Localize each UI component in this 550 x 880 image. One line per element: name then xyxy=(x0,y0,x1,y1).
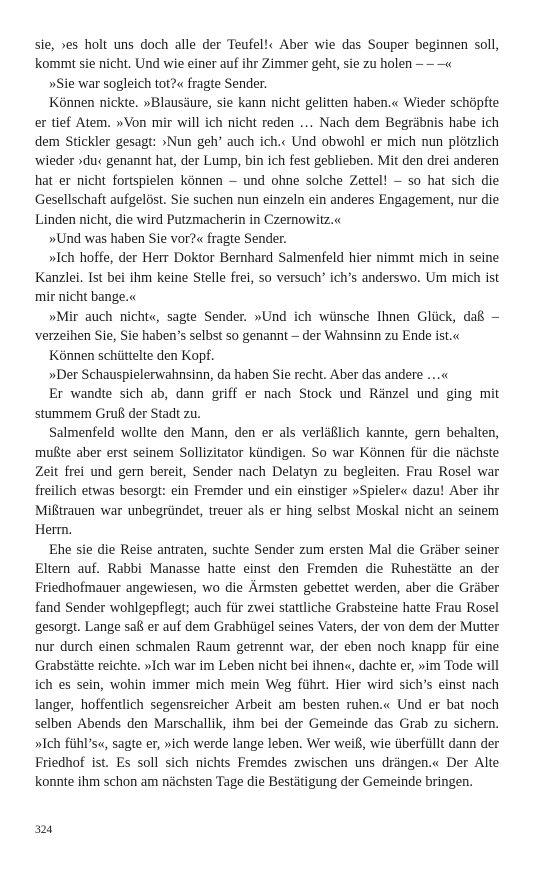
paragraph: »Mir auch nicht«, sagte Sender. »Und ich wünsche Ihnen Glück, daß – verzeihen Sie, Sie haben’s selbst so genannt – der Wahnsinn zu Ende ist.« xyxy=(35,308,499,345)
paragraph-continuation: sie, ›es holt uns doch alle der Teufel!‹ Aber wie das Souper beginnen soll, kommt sie nicht. Und wie einer auf ihr Zimmer geht, sie zu holen – – –« xyxy=(35,37,499,73)
paragraph: Salmenfeld wollte den Mann, den er als verläßlich kannte, gern behalten, mußte aber erst seinem Sollizitator kündigen. So war Können für die nächste Zeit frei und gern bereit, Sender nach Delatyn zu begleiten. Frau Rosel war freilich etwas besorgt: ein Fremder und ein einstiger »Spieler« dazu! Aber ihr Mißtrauen war unbegründet, treuer als er hing selbst Moskal nicht an seinem Herrn. xyxy=(35,425,499,539)
paragraph: Er wandte sich ab, dann griff er nach Stock und Ränzel und ging mit stummem Gruß der Stadt zu. xyxy=(35,386,499,422)
paragraph: Können nickte. »Blausäure, sie kann nicht gelitten haben.« Wieder schöpfte er tief Atem. »Von mir will ich nicht reden … Nach dem Begräbnis habe ich dem Stickler gesagt: ›Nun geh’ auch ich.‹ Und obwohl er mich nun plötzlich wieder ›du‹ genannt hat, der Lump, bin ich fest geblieben. Mit den drei anderen hat er nicht fortspielen können – und ohne solche Zettel! – so hat sich die Gesellschaft aufgelöst. Sie suchen nun einzeln ein anderes Engagement, nur die Linden nicht, die wird Putzmacherin in Czernowitz.« xyxy=(35,95,499,228)
page-number: 324 xyxy=(35,824,53,836)
paragraph: »Ich hoffe, der Herr Doktor Bernhard Salmenfeld hier nimmt mich in seine Kanzlei. Ist bei ihm keine Stelle frei, so versuch’ ich’s anderswo. Um mich ist mir nicht bange.« xyxy=(35,250,499,306)
body-text xyxy=(35,36,499,793)
paragraph: Ehe sie die Reise antraten, suchte Sender zum ersten Mal die Gräber seiner Eltern auf. Rabbi Manasse hatte einst den Fremden die Ruhestätte an der Friedhofmauer angewiesen, wo die Ärmsten gebettet werden, aber die Gräber fand Sender wohlgepflegt; auch für zwei stattliche Grabsteine hatte Frau Rosel gesorgt. Lange saß er auf dem Grabhügel seines Vaters, der von dem der Mutter nur durch einen schmalen Raum getrennt war, der eben noch knapp für eine Grabstätte reichte. »Ich war im Leben nicht bei ihnen«, dachte er, »im Tode will ich es sein, wohin immer mich mein Weg führt. Hier wird sich’s einst nach langer, hoffentlich segensreicher Arbeit am besten ruhen.« Und er bat noch selben Abends den Marschallik, ihm bei der Gemeinde das Grab zu sichern. »Ich fühl’s«, sagte er, »ich werde lange leben. Wer weiß, wie überfüllt dann der Friedhof ist. Es soll sich nichts Fremdes zwischen uns drängen.« Der Alte konnte ihm schon am nächsten Tage die Bestätigung der Gemeinde bringen. xyxy=(35,541,499,791)
paragraph: »Der Schauspielerwahnsinn, da haben Sie recht. Aber das andere …« xyxy=(49,366,449,383)
paragraph: Können schüttelte den Kopf. xyxy=(49,347,215,364)
paragraph: »Sie war sogleich tot?« fragte Sender. xyxy=(49,75,268,92)
paragraph: »Und was haben Sie vor?« fragte Sender. xyxy=(49,231,287,248)
